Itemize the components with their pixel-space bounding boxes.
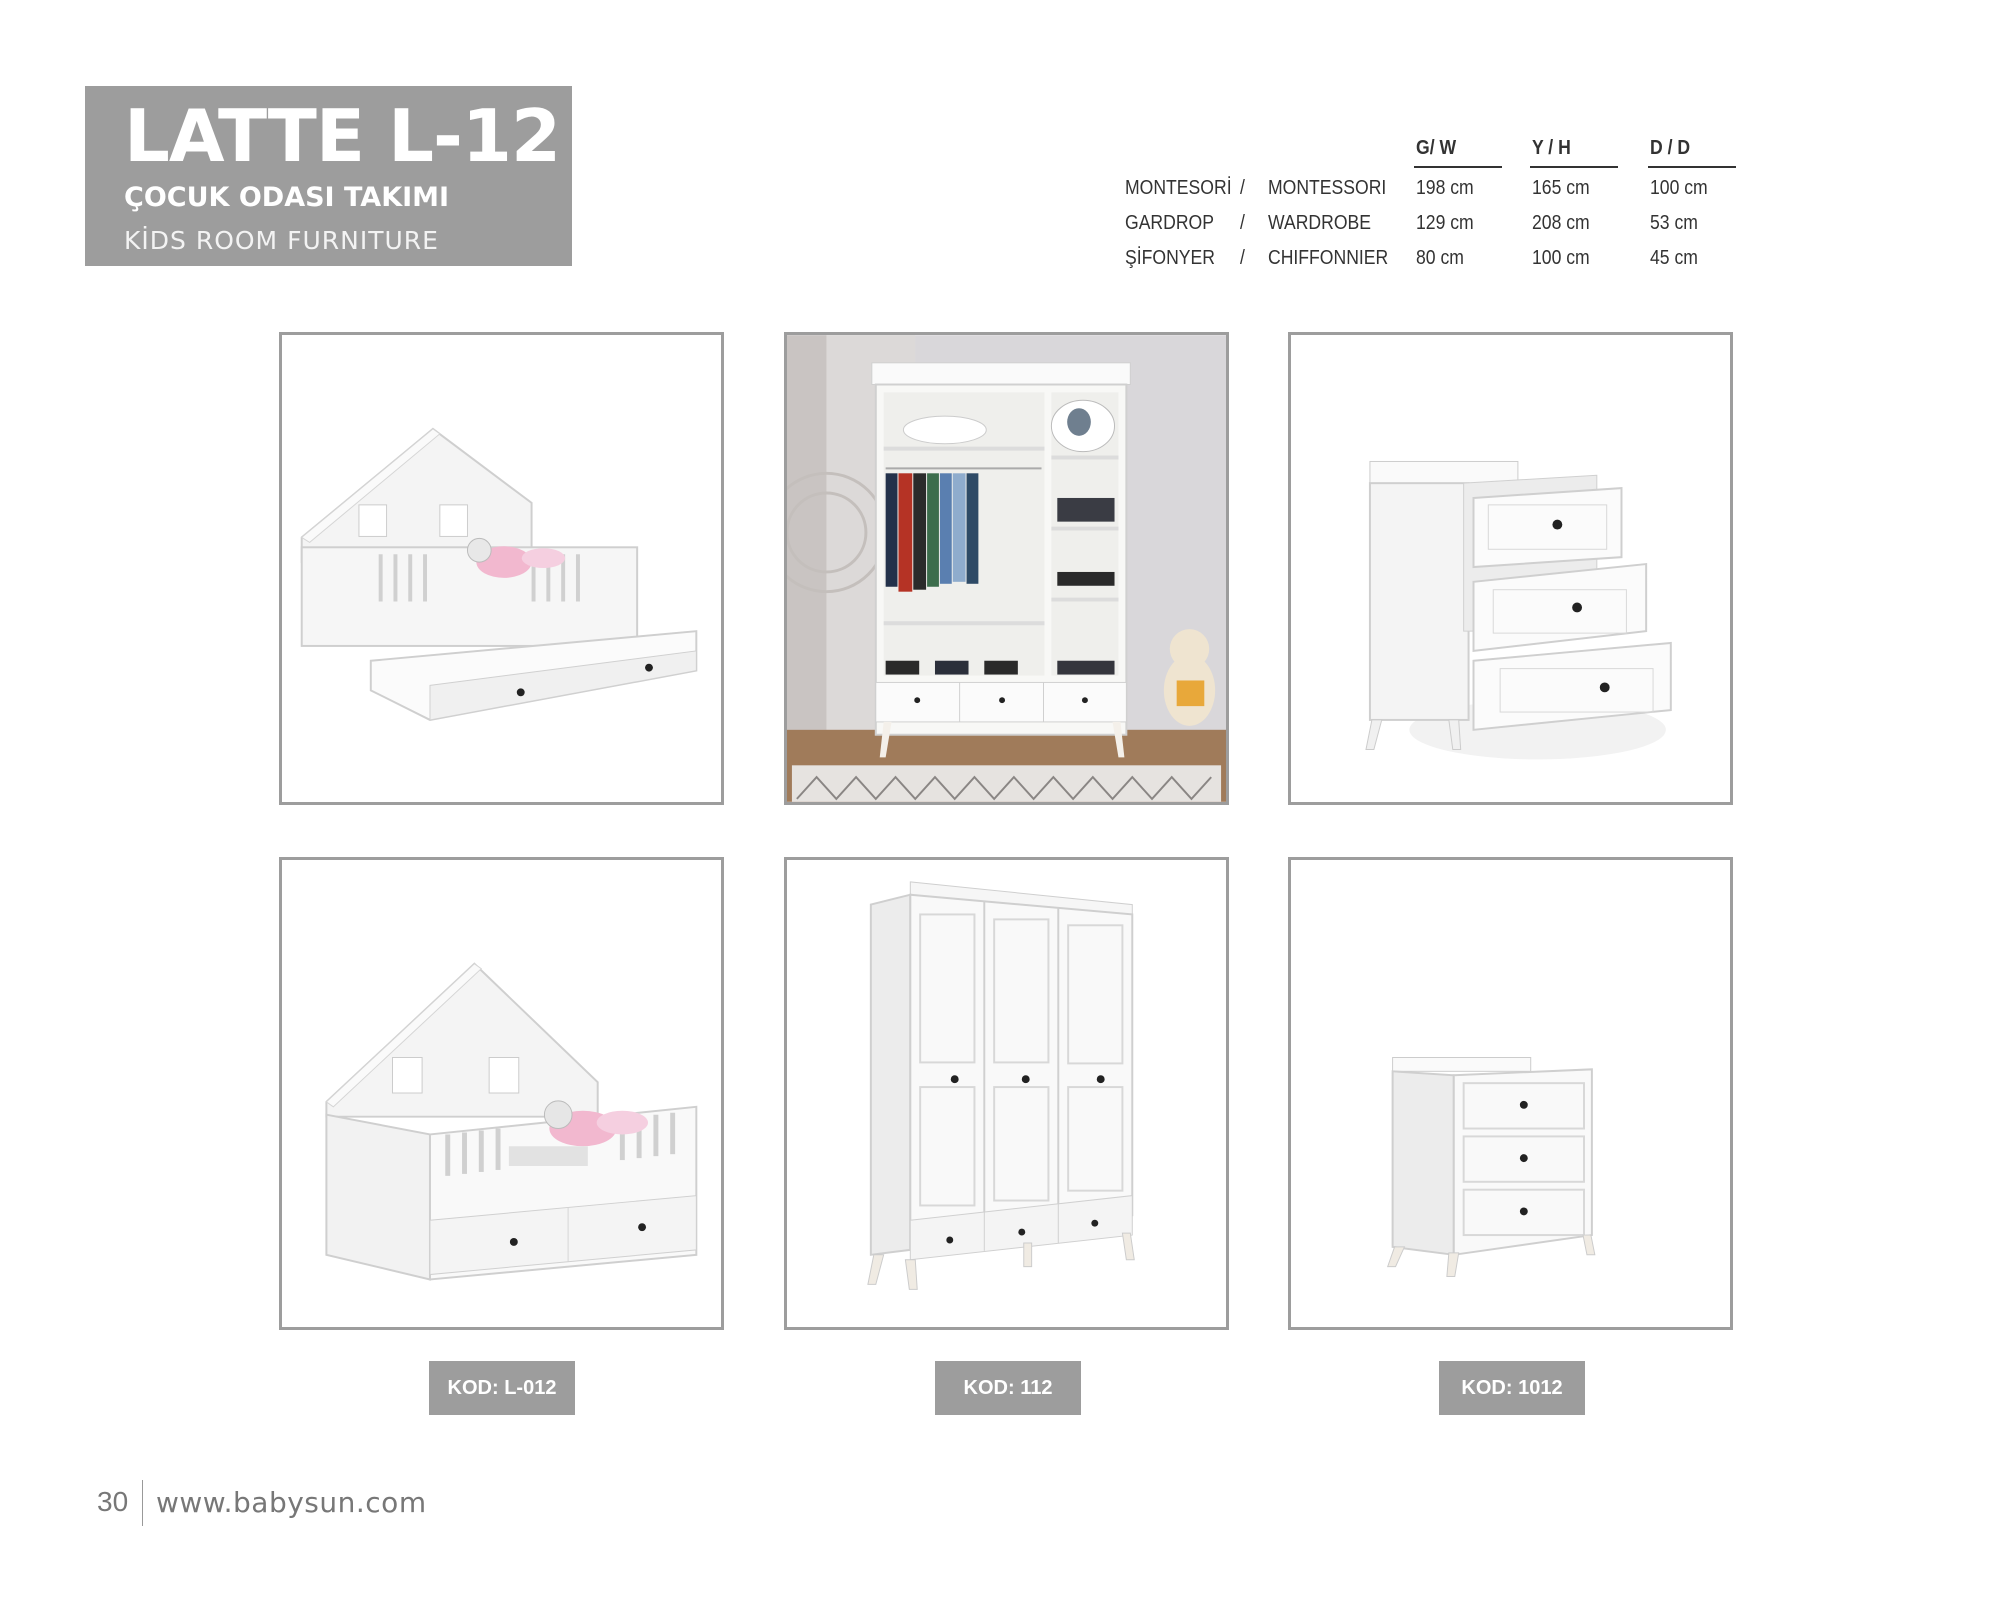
page-number: 30 — [97, 1486, 129, 1517]
spec-name-en: WARDROBE — [1268, 212, 1372, 234]
spec-separator: / — [1240, 177, 1245, 199]
spec-height: 165 cm — [1532, 177, 1590, 199]
photo-chiffonier-closed — [1288, 857, 1733, 1330]
subtitle-turkish: ÇOCUK ODASI TAKIMI — [124, 182, 450, 213]
spec-depth: 45 cm — [1650, 247, 1698, 269]
title-box — [85, 86, 572, 266]
website-link[interactable]: www.babysun.com — [156, 1486, 427, 1519]
spec-name-tr: GARDROP — [1125, 212, 1214, 234]
col-header-width: G/ W — [1416, 137, 1457, 159]
bed-trundle-illustration — [282, 335, 721, 802]
spec-depth: 53 cm — [1650, 212, 1698, 234]
spec-name-tr: ŞİFONYER — [1125, 247, 1215, 269]
wardrobe-closed-illustration — [787, 860, 1226, 1327]
wardrobe-room-illustration — [787, 335, 1226, 802]
photo-montessori-bed-with-trundle — [279, 332, 724, 805]
footer-divider — [142, 1480, 143, 1526]
spec-height: 100 cm — [1532, 247, 1590, 269]
spec-separator: / — [1240, 247, 1245, 269]
col-underline — [1648, 166, 1736, 168]
spec-separator: / — [1240, 212, 1245, 234]
chiffonier-open-illustration — [1291, 335, 1730, 802]
photo-wardrobe-closed — [784, 857, 1229, 1330]
product-code-bed: KOD: L-012 — [429, 1361, 575, 1415]
bed-closed-illustration — [282, 860, 721, 1327]
spec-width: 80 cm — [1416, 247, 1464, 269]
col-header-height: Y / H — [1532, 137, 1571, 159]
photo-chiffonier-open-drawers — [1288, 332, 1733, 805]
subtitle-english: KİDS ROOM FURNITURE — [124, 226, 439, 255]
chiffonier-closed-illustration — [1291, 860, 1730, 1327]
spec-name-en: CHIFFONNIER — [1268, 247, 1389, 269]
spec-name-en: MONTESSORI — [1268, 177, 1387, 199]
col-underline — [1530, 166, 1618, 168]
photo-wardrobe-room-scene — [784, 332, 1229, 805]
product-code-wardrobe: KOD: 112 — [935, 1361, 1081, 1415]
spec-name-tr: MONTESORİ — [1125, 177, 1232, 199]
spec-height: 208 cm — [1532, 212, 1590, 234]
col-header-depth: D / D — [1650, 137, 1691, 159]
photo-montessori-bed-closed — [279, 857, 724, 1330]
spec-depth: 100 cm — [1650, 177, 1708, 199]
product-code-chiffonier: KOD: 1012 — [1439, 1361, 1585, 1415]
model-title: LATTE L-12 — [124, 94, 561, 178]
spec-width: 129 cm — [1416, 212, 1474, 234]
spec-width: 198 cm — [1416, 177, 1474, 199]
col-underline — [1414, 166, 1502, 168]
